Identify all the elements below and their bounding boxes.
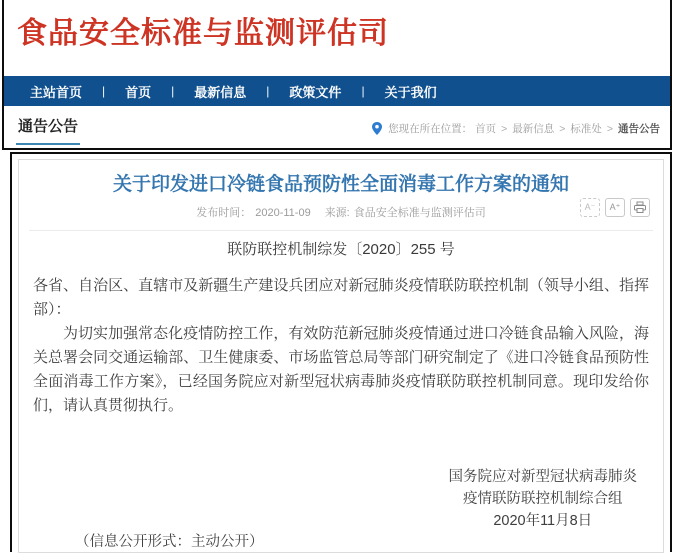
site-title: 食品安全标准与监测评估司	[17, 17, 389, 50]
signature-line-2: 疫情联防联控机制综合组	[463, 491, 623, 507]
nav-separator: |	[266, 84, 270, 98]
article-toolbar	[580, 198, 650, 217]
nav-item-policy-documents[interactable]: 政策文件	[289, 84, 342, 100]
header-divider	[29, 230, 653, 231]
site-header	[2, 0, 672, 150]
breadcrumb-label: 您现在所在位置：	[388, 123, 473, 135]
breadcrumb-latest-news[interactable]: 最新信息	[512, 123, 555, 135]
font-decrease-button[interactable]: A⁻	[580, 198, 600, 217]
nav-item-latest-news[interactable]: 最新信息	[194, 84, 247, 100]
nav-separator: |	[361, 84, 365, 98]
location-pin-icon	[372, 122, 382, 135]
breadcrumb-current: 通告公告	[618, 123, 660, 135]
print-icon	[634, 202, 646, 213]
print-button[interactable]	[630, 198, 650, 217]
signature-line-1: 国务院应对新型冠状病毒肺炎	[448, 469, 637, 485]
content-area	[10, 152, 672, 552]
breadcrumb-separator: >	[501, 122, 508, 135]
source-value: 食品安全标准与监测评估司	[353, 207, 486, 219]
breadcrumb-standards-office[interactable]: 标准处	[570, 123, 602, 135]
paragraph-main: 为切实加强常态化疫情防控工作，有效防范新冠肺炎疫情通过进口冷链食品输入风险，海关总署会同交通运输部、卫生健康委、市场监管总局等部门研究制定了《进口冷链食品预防性全面消毒工作方案》，已经国务院应对新型冠状病毒肺炎疫情联防联控机制同意。现印发给你们，请认真贯彻执行。	[33, 325, 649, 414]
breadcrumb-separator: >	[559, 122, 566, 135]
nav-item-main-home[interactable]: 主站首页	[30, 84, 83, 100]
font-increase-button[interactable]: A⁺	[605, 198, 625, 217]
paragraph-salutation: 各省、自治区、直辖市及新疆生产建设兵团应对新冠肺炎疫情联防联控机制（领导小组、指挥部）：	[33, 277, 649, 318]
breadcrumb-row	[4, 106, 670, 148]
publish-time-label: 发布时间：	[196, 207, 252, 219]
main-nav	[4, 76, 670, 106]
signature-date: 2020年11月8日	[493, 513, 593, 529]
article-panel	[18, 159, 664, 553]
nav-item-about-us[interactable]: 关于我们	[384, 84, 437, 100]
disclosure-note: （信息公开形式：主动公开）	[75, 534, 264, 550]
breadcrumb-home[interactable]: 首页	[475, 123, 497, 135]
article-body	[33, 274, 649, 418]
publish-date: 2020-11-09	[255, 207, 311, 219]
nav-separator: |	[171, 84, 175, 98]
section-tab-notices[interactable]: 通告公告	[16, 115, 80, 145]
source-label: 来源:	[324, 207, 350, 219]
article-meta	[19, 207, 663, 220]
nav-item-home[interactable]: 首页	[125, 84, 152, 100]
breadcrumb	[372, 121, 660, 136]
breadcrumb-separator: >	[606, 122, 613, 135]
nav-separator: |	[102, 84, 106, 98]
signature-block	[449, 466, 638, 532]
document-number: 联防联控机制综发〔2020〕255 号	[227, 241, 455, 258]
article-title: 关于印发进口冷链食品预防性全面消毒工作方案的通知	[112, 174, 569, 195]
